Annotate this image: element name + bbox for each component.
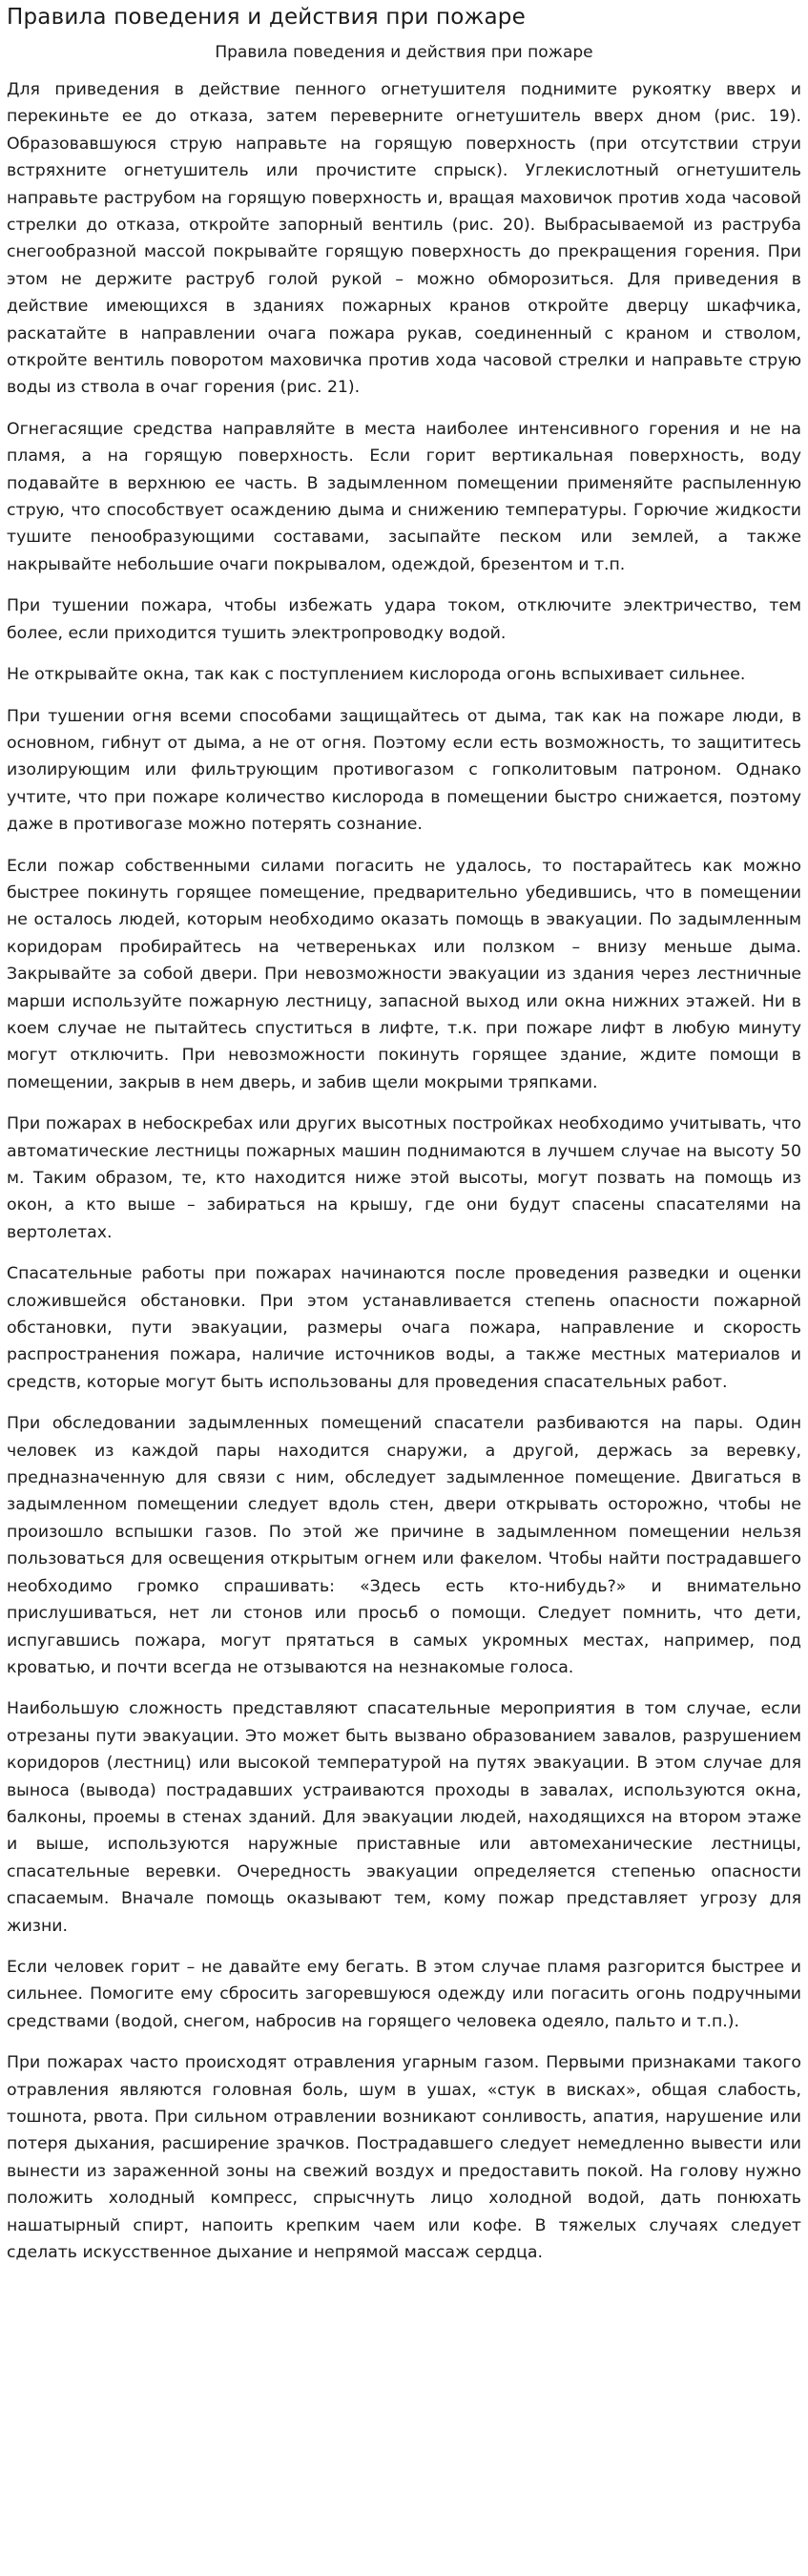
paragraph-electricity: При тушении пожара, чтобы избежать удара током, отключите электричество, тем более, если приходится тушить электропроводку водой. bbox=[7, 596, 801, 643]
paragraph-high-rise: При пожарах в небоскребах или других высотных постройках необходимо учитывать, что автоматические лестницы пожарных машин поднимаются в лучшем случае на высоту 50 м. Таким образом, те, кто находится ниже этой высоты, могут позвать на помощь из окон, а кто выше – забираться на крышу, где они будут спасены спасателями на вертолетах. bbox=[7, 1114, 801, 1242]
paragraph-evacuation: Если пожар собственными силами погасить не удалось, то постарайтесь как можно быстрее покинуть горящее помещение, предварительно убедившись, что в помещении не осталось людей, которым необходимо оказать помощь в эвакуации. По задымленным коридорам пробирайтесь на четвереньках или ползком – внизу меньше дыма. Закрывайте за собой двери. При невозможности эвакуации из здания через лестничные марши используйте пожарную лестницу, запасной выход или окна нижних этажей. Ни в коем случае не пытайтесь спуститься в лифте, т.к. при пожаре лифт в любую минуту могут отключить. При невозможности покинуть горящее здание, ждите помощи в помещении, закрыв в нем дверь, и забив щели мокрыми тряпками. bbox=[7, 856, 801, 1092]
article-subtitle: Правила поведения и действия при пожаре bbox=[215, 42, 593, 62]
paragraph-carbon-monoxide: При пожарах часто происходят отравления угарным газом. Первыми признаками такого отравления являются головная боль, шум в ушах, «стук в висках», общая слабость, тошнота, рвота. При сильном отравлении возникают сонливость, апатия, нарушение или потеря дыхания, расширение зрачков. Пострадавшего следует немедленно вывести или вынести из зараженной зоны на свежий воздух и предоставить покой. На голову нужно положить холодный компресс, спрысчнуть лицо холодной водой, дать понюхать нашатырный спирт, напоить крепким чаем или кофе. В тяжелых случаях следует сделать искусственное дыхание и непрямой массаж сердца. bbox=[7, 2053, 801, 2263]
paragraph-rescue-operations: Спасательные работы при пожарах начинаются после проведения разведки и оценки сложившейся обстановки. При этом устанавливается степень опасности пожарной обстановки, пути эвакуации, размеры очага пожара, направление и скорость распространения пожара, наличие источников воды, а также местных материалов и средств, которые могут быть использованы для проведения спасательных работ. bbox=[7, 1264, 801, 1392]
paragraph-smoke-protection: При тушении огня всеми способами защищайтесь от дыма, так как на пожаре люди, в основном, гибнут от дыма, а не от огня. Поэтому если есть возможность, то защититесь изолирующим или фильтрующим противогазом с гопколитовым патроном. Однако учтите, что при пожаре количество кислорода в помещении быстро снижается, поэтому даже в противогазе можно потерять сознание. bbox=[7, 706, 801, 835]
paragraph-smoky-rooms: При обследовании задымленных помещений спасатели разбиваются на пары. Один человек из каждой пары находится снаружи, а другой, держась за веревку, предназначенную для связи с ним, обследует задымленное помещение. Двигаться в задымленном помещении следует вдоль стен, двери открывать осторожно, чтобы не произошло вспышки газов. По этой же причине в задымленном помещении нельзя пользоваться для освещения открытым огнем или факелом. Чтобы найти пострадавшего необходимо громко спрашивать: «Здесь есть кто-нибудь?» и внимательно прислушиваться, нет ли стонов или просьб о помощи. Следует помнить, что дети, испугавшись пожара, могут прятаться в самых укромных местах, например, под кроватью, и почти всегда не отзываются на незнакомые голоса. bbox=[7, 1414, 801, 1677]
paragraph-burning-person: Если человек горит – не давайте ему бегать. В этом случае пламя разгорится быстрее и сильнее. Помогите ему сбросить загоревшуюся одежду или погасить огонь подручными средствами (водой, снегом, набросив на горящего человека одеяло, пальто и т.п.). bbox=[7, 1957, 801, 2031]
paragraph-windows: Не открывайте окна, так как с поступлением кислорода огонь вспыхивает сильнее. bbox=[7, 665, 746, 685]
paragraph-cut-off-routes: Наибольшую сложность представляют спасательные мероприятия в том случае, если отрезаны пути эвакуации. Это может быть вызвано образованием завалов, разрушением коридоров (лестниц) или высокой температурой на путях эвакуации. В этом случае для выноса (вывода) пострадавших устраиваются проходы в завалах, используются окна, балконы, проемы в стенах зданий. Для эвакуации людей, находящихся на втором этаже и выше, используются наружные приставные или автомеханические лестницы, спасательные веревки. Очередность эвакуации определяется степенью опасности спасаемым. Вначале помощь оказывают тем, кому пожар представляет угрозу для жизни. bbox=[7, 1699, 801, 1936]
page-title: Правила поведения и действия при пожаре bbox=[7, 5, 526, 30]
paragraph-extinguishing-agents: Огнегасящие средства направляйте в места наиболее интенсивного горения и не на пламя, а на горящую поверхность. Если горит вертикальная поверхность, воду подавайте в верхнюю ее часть. В задымленном помещении применяйте распыленную струю, что способствует осаждению дыма и снижению температуры. Горючие жидкости тушите пенообразующими составами, засыпайте песком или землей, а также накрывайте небольшие очаги покрывалом, одеждой, брезентом и т.п. bbox=[7, 419, 801, 574]
paragraph-extinguishers: Для приведения в действие пенного огнетушителя поднимите рукоятку вверх и перекиньте ее до отказа, затем переверните огнетушитель вверх дном (рис. 19). Образовавшуюся струю направьте на горящую поверхность (при отсутствии струи встряхните огнетушитель или прочистите спрыск). Углекислотный огнетушитель направьте раструбом на горящую поверхность и, вращая маховичок против хода часовой стрелки до отказа, откройте запорный вентиль (рис. 20). Выбрасываемой из раструба снегообразной массой покрывайте горящую поверхность до прекращения горения. При этом не держите раструб голой рукой – можно обморозиться. Для приведения в действие имеющихся в зданиях пожарных кранов откройте дверцу шкафчика, раскатайте в направлении очага пожара рукав, соединенный с краном и стволом, откройте вентиль поворотом маховичка против хода часовой стрелки и направьте струю воды из ствола в очаг горения (рис. 21). bbox=[7, 79, 801, 398]
article-body bbox=[7, 76, 801, 2266]
